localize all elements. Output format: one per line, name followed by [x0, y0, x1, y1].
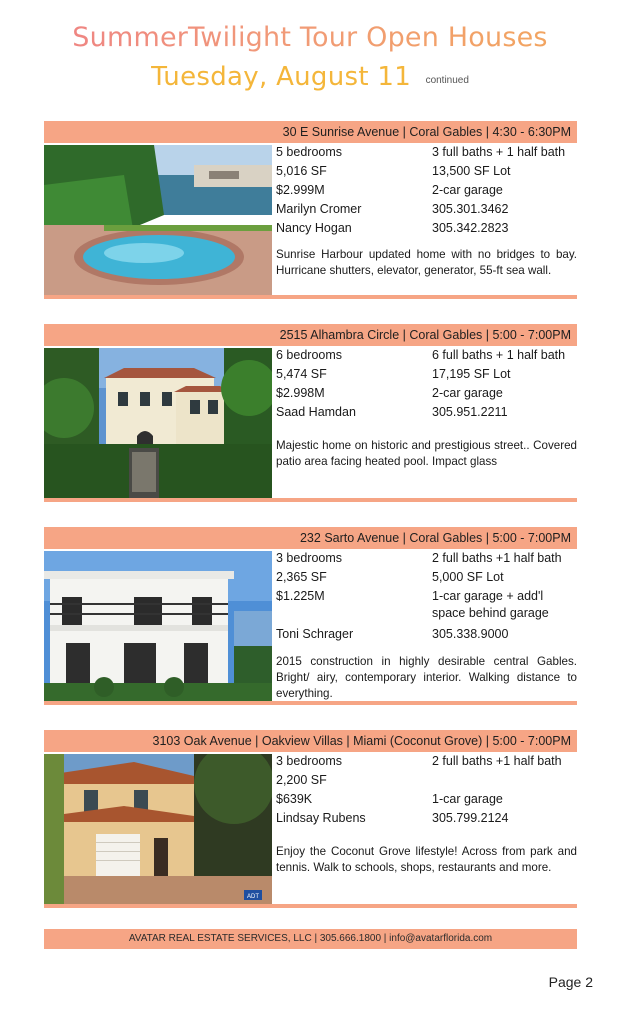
agent-phone: 305.338.9000: [432, 627, 509, 641]
detail-left: 3 bedrooms: [276, 551, 343, 565]
section-divider: [44, 498, 577, 502]
listing-heading: 232 Sarto Avenue | Coral Gables | 5:00 - 7:00PM: [44, 527, 577, 549]
detail-left: $2.999M: [276, 183, 325, 197]
detail-row: [276, 587, 577, 622]
section-divider: [44, 295, 577, 299]
detail-row: [276, 752, 577, 771]
listing-heading: 2515 Alhambra Circle | Coral Gables | 5:00 - 7:00PM: [44, 324, 577, 346]
agent-phone: 305.301.3462: [432, 202, 509, 216]
detail-right: 3 full baths + 1 half bath: [432, 145, 566, 159]
section-divider: [44, 904, 577, 908]
detail-row: [276, 181, 577, 200]
detail-right: 1-car garage + add'l space behind garage: [432, 589, 549, 620]
detail-left: $2.998M: [276, 386, 325, 400]
listing-1: [44, 121, 577, 299]
detail-left: 2,365 SF: [276, 570, 327, 584]
agent-name: Nancy Hogan: [276, 221, 352, 235]
listing-details: [276, 143, 577, 279]
detail-right: 2-car garage: [432, 183, 503, 197]
detail-left: $1.225M: [276, 589, 325, 603]
listing-description: Majestic home on historic and prestigious street.. Covered patio area facing heated pool. Impact glass: [276, 439, 577, 468]
pool-waterfront-photo: [44, 145, 272, 295]
listing-description: Sunrise Harbour updated home with no bridges to bay. Hurricane shutters, elevator, generator, 55-ft sea wall.: [276, 248, 577, 277]
subtitle-row: [0, 62, 620, 92]
detail-left: $639K: [276, 792, 313, 806]
listing-details: [276, 346, 577, 470]
agent-name: Saad Hamdan: [276, 405, 356, 419]
detail-right: 5,000 SF Lot: [432, 570, 504, 584]
mediterranean-villa-photo: [44, 348, 272, 498]
page-subtitle-date: Tuesday, August 11: [151, 62, 412, 92]
detail-row: [276, 384, 577, 403]
listing-description: Enjoy the Coconut Grove lifestyle! Across from park and tennis. Walk to schools, shops, restaurants and more.: [276, 845, 577, 874]
townhouse-garage-photo: [44, 754, 272, 904]
detail-left: 3 bedrooms: [276, 754, 343, 768]
agent-name: Marilyn Cromer: [276, 202, 362, 216]
page-title: SummerTwilight Tour Open Houses: [0, 22, 620, 53]
modern-white-house-photo: [44, 551, 272, 701]
listing-description: 2015 construction in highly desirable central Gables. Bright/ airy, contemporary interior. Walking distance to everything.: [276, 655, 577, 700]
detail-left: 5,474 SF: [276, 367, 327, 381]
detail-left: 6 bedrooms: [276, 348, 343, 362]
adt-badge: ADT: [247, 894, 259, 900]
detail-right: 13,500 SF Lot: [432, 164, 511, 178]
agent-phone: 305.799.2124: [432, 811, 509, 825]
detail-row: [276, 549, 577, 568]
detail-row: [276, 219, 577, 238]
listing-heading: 3103 Oak Avenue | Oakview Villas | Miami (Coconut Grove) | 5:00 - 7:00PM: [44, 730, 577, 752]
agent-name: Lindsay Rubens: [276, 811, 366, 825]
agent-name: Toni Schrager: [276, 627, 354, 641]
page-number: Page 2: [548, 974, 593, 990]
detail-left: 2,200 SF: [276, 773, 327, 787]
detail-row: [276, 403, 577, 422]
listing-heading: 30 E Sunrise Avenue | Coral Gables | 4:30 - 6:30PM: [44, 121, 577, 143]
detail-row: [276, 771, 577, 790]
agent-phone: 305.342.2823: [432, 221, 509, 235]
detail-row: [276, 200, 577, 219]
detail-row: [276, 365, 577, 384]
listing-3: [44, 527, 577, 705]
detail-left: 5 bedrooms: [276, 145, 343, 159]
detail-row: [276, 346, 577, 365]
listing-details: [276, 549, 577, 702]
listing-2: [44, 324, 577, 502]
continued-label: continued: [425, 75, 469, 87]
detail-row: [276, 143, 577, 162]
listing-4: [44, 730, 577, 908]
detail-right: 2-car garage: [432, 386, 503, 400]
detail-row: [276, 809, 577, 828]
detail-right: 17,195 SF Lot: [432, 367, 511, 381]
detail-row: [276, 790, 577, 809]
detail-right: 1-car garage: [432, 792, 503, 806]
detail-right: 6 full baths + 1 half bath: [432, 348, 566, 362]
footer-contact-bar: AVATAR REAL ESTATE SERVICES, LLC | 305.666.1800 | info@avatarflorida.com: [44, 929, 577, 949]
detail-left: 5,016 SF: [276, 164, 327, 178]
detail-right: 2 full baths +1 half bath: [432, 551, 562, 565]
detail-right: 2 full baths +1 half bath: [432, 754, 562, 768]
agent-phone: 305.951.2211: [432, 405, 508, 419]
detail-row: [276, 625, 577, 644]
detail-row: [276, 568, 577, 587]
listing-details: [276, 752, 577, 876]
detail-row: [276, 162, 577, 181]
detail-right: [432, 771, 577, 790]
